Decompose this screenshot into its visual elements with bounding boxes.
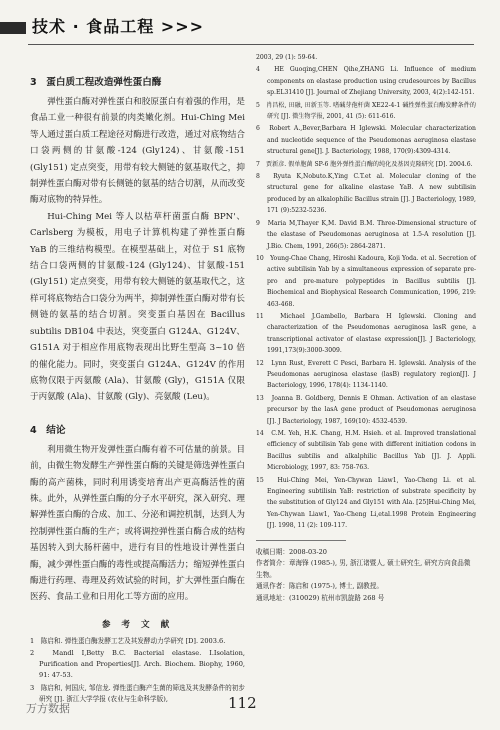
reference-item: 8 Ryuta K,Nobuto.K,Ying C.T.et al. Molecular cloning of the structural gene for alkaline elastase YaB. A new subtilisin produced by an alkalophilic Bacillus strain [J]. J Bacteriology, 1989, 171 (9):5232-5236. <box>256 173 476 215</box>
reference-item: 2003, 29 (1): 59-64. <box>256 54 318 61</box>
reference-item: 3 陈启和, 何国庆, 邹信龙. 弹性蛋白酶产生菌的筛选及其发酵条件的初步研究 [J]. 浙江大学学报 (农业与生命科学版), <box>30 683 245 703</box>
reference-item: 14 C.M. Yeh, H.K. Chang, H.M. Hsieh. et al. Improved translational efficiency of subtilisin Yab gene with different initiation codons in Bacillus subtilis and alkalphilic Bacillus Yab [J]. J. Appli. Microbiology, 1997, 83: 758-763. <box>256 430 476 472</box>
reference-item: 5 肖昌松, 田融, 田新玉等. 嗜碱芽孢杆菌 XE22-4-1 碱性弹性蛋白酶发酵条件的研究 [J]. 微生物学报, 2001, 41 (5): 611-616. <box>256 101 476 121</box>
reference-item: 6 Robert A.,Bever,Barbara H Iglewski. Molecular characterization and nucleotide sequence of the Pseudomonas aeruginosa elastase structural gene[J]. J. Bacteriology, 1988, 170(9):4309-4314. <box>256 125 476 156</box>
header-bar <box>0 22 26 34</box>
paragraph: 利用微生物开发弹性蛋白酶有着不可估量的前景。目前，由微生物发酵生产弹性蛋白酶的关键是筛选弹性蛋白酶的高产菌株，同时利用诱变培育出产更高酶活性的菌株。此外，从弹性蛋白酶的分子水平研究，深入研究、理解弹性蛋白酶的合成、加工、分泌和调控机制，达到人为控制弹性蛋白酶的生产；或将调控弹性蛋白酶合成的结构基因转入到大肠杆菌中，进行有目的性地设计弹性蛋白酶，减少弹性蛋白酶的毒性或提高酶活力；缩短弹性蛋白酶进行药理、毒理及药效试验的时间，扩大弹性蛋白酶在医药、食品工业和日用化工等方面的应用。 <box>30 444 245 603</box>
header-rule <box>28 44 474 45</box>
watermark: 万方数据 <box>26 702 70 715</box>
reference-item: 1 陈启和. 弹性蛋白酶发酵工艺及其发酵动力学研究 [D]. 2003.6. <box>30 636 226 645</box>
paragraph: 弹性蛋白酶对弹性蛋白和胶原蛋白有着强的作用，是食品工业一种很有前景的肉类嫩化剂。Hui-Ching Mei 等人通过蛋白质工程途径对酶进行改造，通过对底物结合口袋两侧的甘氨酸-124 (Gly124)、甘氨酸-151 (Gly151) 定点突变，用带有较大侧链的氨基取代之，抑制弹性蛋白酶对带有长侧链的氨基的结合切割，从而改变酶对底物的特异性。 <box>30 97 245 206</box>
mailing-address: 通讯地址：(310029) 杭州市凯旋路 268 号 <box>256 593 385 602</box>
section-4-heading: 4 结论 <box>30 424 66 436</box>
reference-item: 4 HE Guoqing,CHEN Qihe,ZHANG Li. Influence of medium components on elastase production using crudesources by Bacillus sp.EL31410 [J]. Journal of Zhejiang University, 2003, 4(2):142-151. <box>256 66 476 97</box>
footnote-divider <box>256 540 346 541</box>
page-header <box>0 0 500 48</box>
author-bio: 作者简介：章海锋 (1985-), 男, 浙江诸暨人, 硕士研究生, 研究方向食品微生物。 <box>256 559 471 579</box>
right-column <box>256 52 476 667</box>
page-number: 112 <box>228 694 257 712</box>
reference-item: 13 Joanna B. Goldberg, Dennis E Ohman. Activation of an elastase precursor by the lasA gene product of Pseudomonas aeruginosa [J]. J Bacteriology, 1987, 169(10): 4532-4539. <box>256 394 476 425</box>
reference-item: 11 Michael J.Gambello, Barbara H Iglewski. Cloning and characterization of the Pseudomonas aeruginosa lasR gene, a transcriptional activator of elastase expression[J]. J Bacteriology, 1991,173(9):3000-3009. <box>256 312 476 355</box>
reference-item: 15 Hui-Ching Mei, Yen-Chywan Liaw1, Yao-Cheng Li. et al. Engineering subtilisin YaB: restriction of substrate specificity by the substitution of Gly124 and Gly151 with Ala. [25]Hui-Ching Mei, Yen-Chywan Liaw1, Yao-Cheng Li,etal.1998 Protein Engineering [J]. 1998, 11 (2): 109-117. <box>256 476 476 530</box>
corresponding-author: 通讯作者：陈启和 (1975-), 博士, 副教授。 <box>256 582 383 591</box>
journal-section-title: 技术 · 食品工程 >>> <box>32 17 205 36</box>
paragraph: Hui-Ching Mei 等人以枯草杆菌蛋白酶 BPN'、Carlsberg 为模板，用电子计算机构建了弹性蛋白酶 YaB 的三维结构模型。在模型基础上，对位于 S1 底物结合口袋两侧的甘氨酸-124 (Gly124)、甘氨酸-151 (Gly151) 定点突变，用带有较大侧链的氨基取代之，这样可将底物结合口袋分为两半，抑制弹性蛋白酶对带有长侧链的氨基的结合切割。突变蛋白基因在 Bacillus subtilis DB104 中表达，突变蛋白 G124A、G124V、G151A 对于相应作用底物表现出比野生型高 3~10 倍的催化能力。同时，突变蛋白 G124A、G124V 的作用底物仅限于丙氨酸 (Ala)、甘氨酸 (Gly)，G151A 仅限于丙氨酸 (Ala)、甘氨酸 (Gly)、亮氨酸 (Leu)。 <box>30 211 245 403</box>
left-column <box>30 52 245 703</box>
reference-item: 10 Young-Chae Chang, Hiroshi Kadoura, Koji Yoda. et al. Secretion of active subtilisin Yab by a simultaneous expression of separate pre-pro and pre-mature polypeptides in Bacillus subtilis [J]. Biochemical and Biophysical Research Communication, 1996, 219: 463-468. <box>256 254 476 308</box>
references-heading: 参 考 文 献 <box>101 619 174 630</box>
reference-item: 9 Maria M,Thayer K,M. David B.M. Three-Dimensional structure of the elastase of Pseudomonas aeruginosa at 1.5-A resolution [J]. J.Bio. Chem, 1991, 266(5): 2864-2871. <box>256 219 476 250</box>
reference-item: 12 Lynn Rust, Everett C Pesci, Barbara H. Iglewski. Analysis of the Pseudomonas aeruginosa elastase (lasB) regulatory region[J]. J Bacteriology, 1996, 178(4): 1134-1140. <box>256 359 476 390</box>
reference-item: 2 Mandl I,Betty B.C. Bacterial elastase. I.Isolation, Purification and Properties[J]. Arch. Biochem. Biophy, 1960, 91: 47-53. <box>30 648 245 680</box>
received-date: 收稿日期：2008-03-20 <box>256 547 327 556</box>
section-3-heading: 3 蛋白质工程改造弹性蛋白酶 <box>30 77 162 88</box>
reference-item: 7 贾新彦. 假单胞菌 SP-6 胞外弹性蛋白酶的纯化及基因克隆研究 [D]. 2004.6. <box>256 160 473 168</box>
